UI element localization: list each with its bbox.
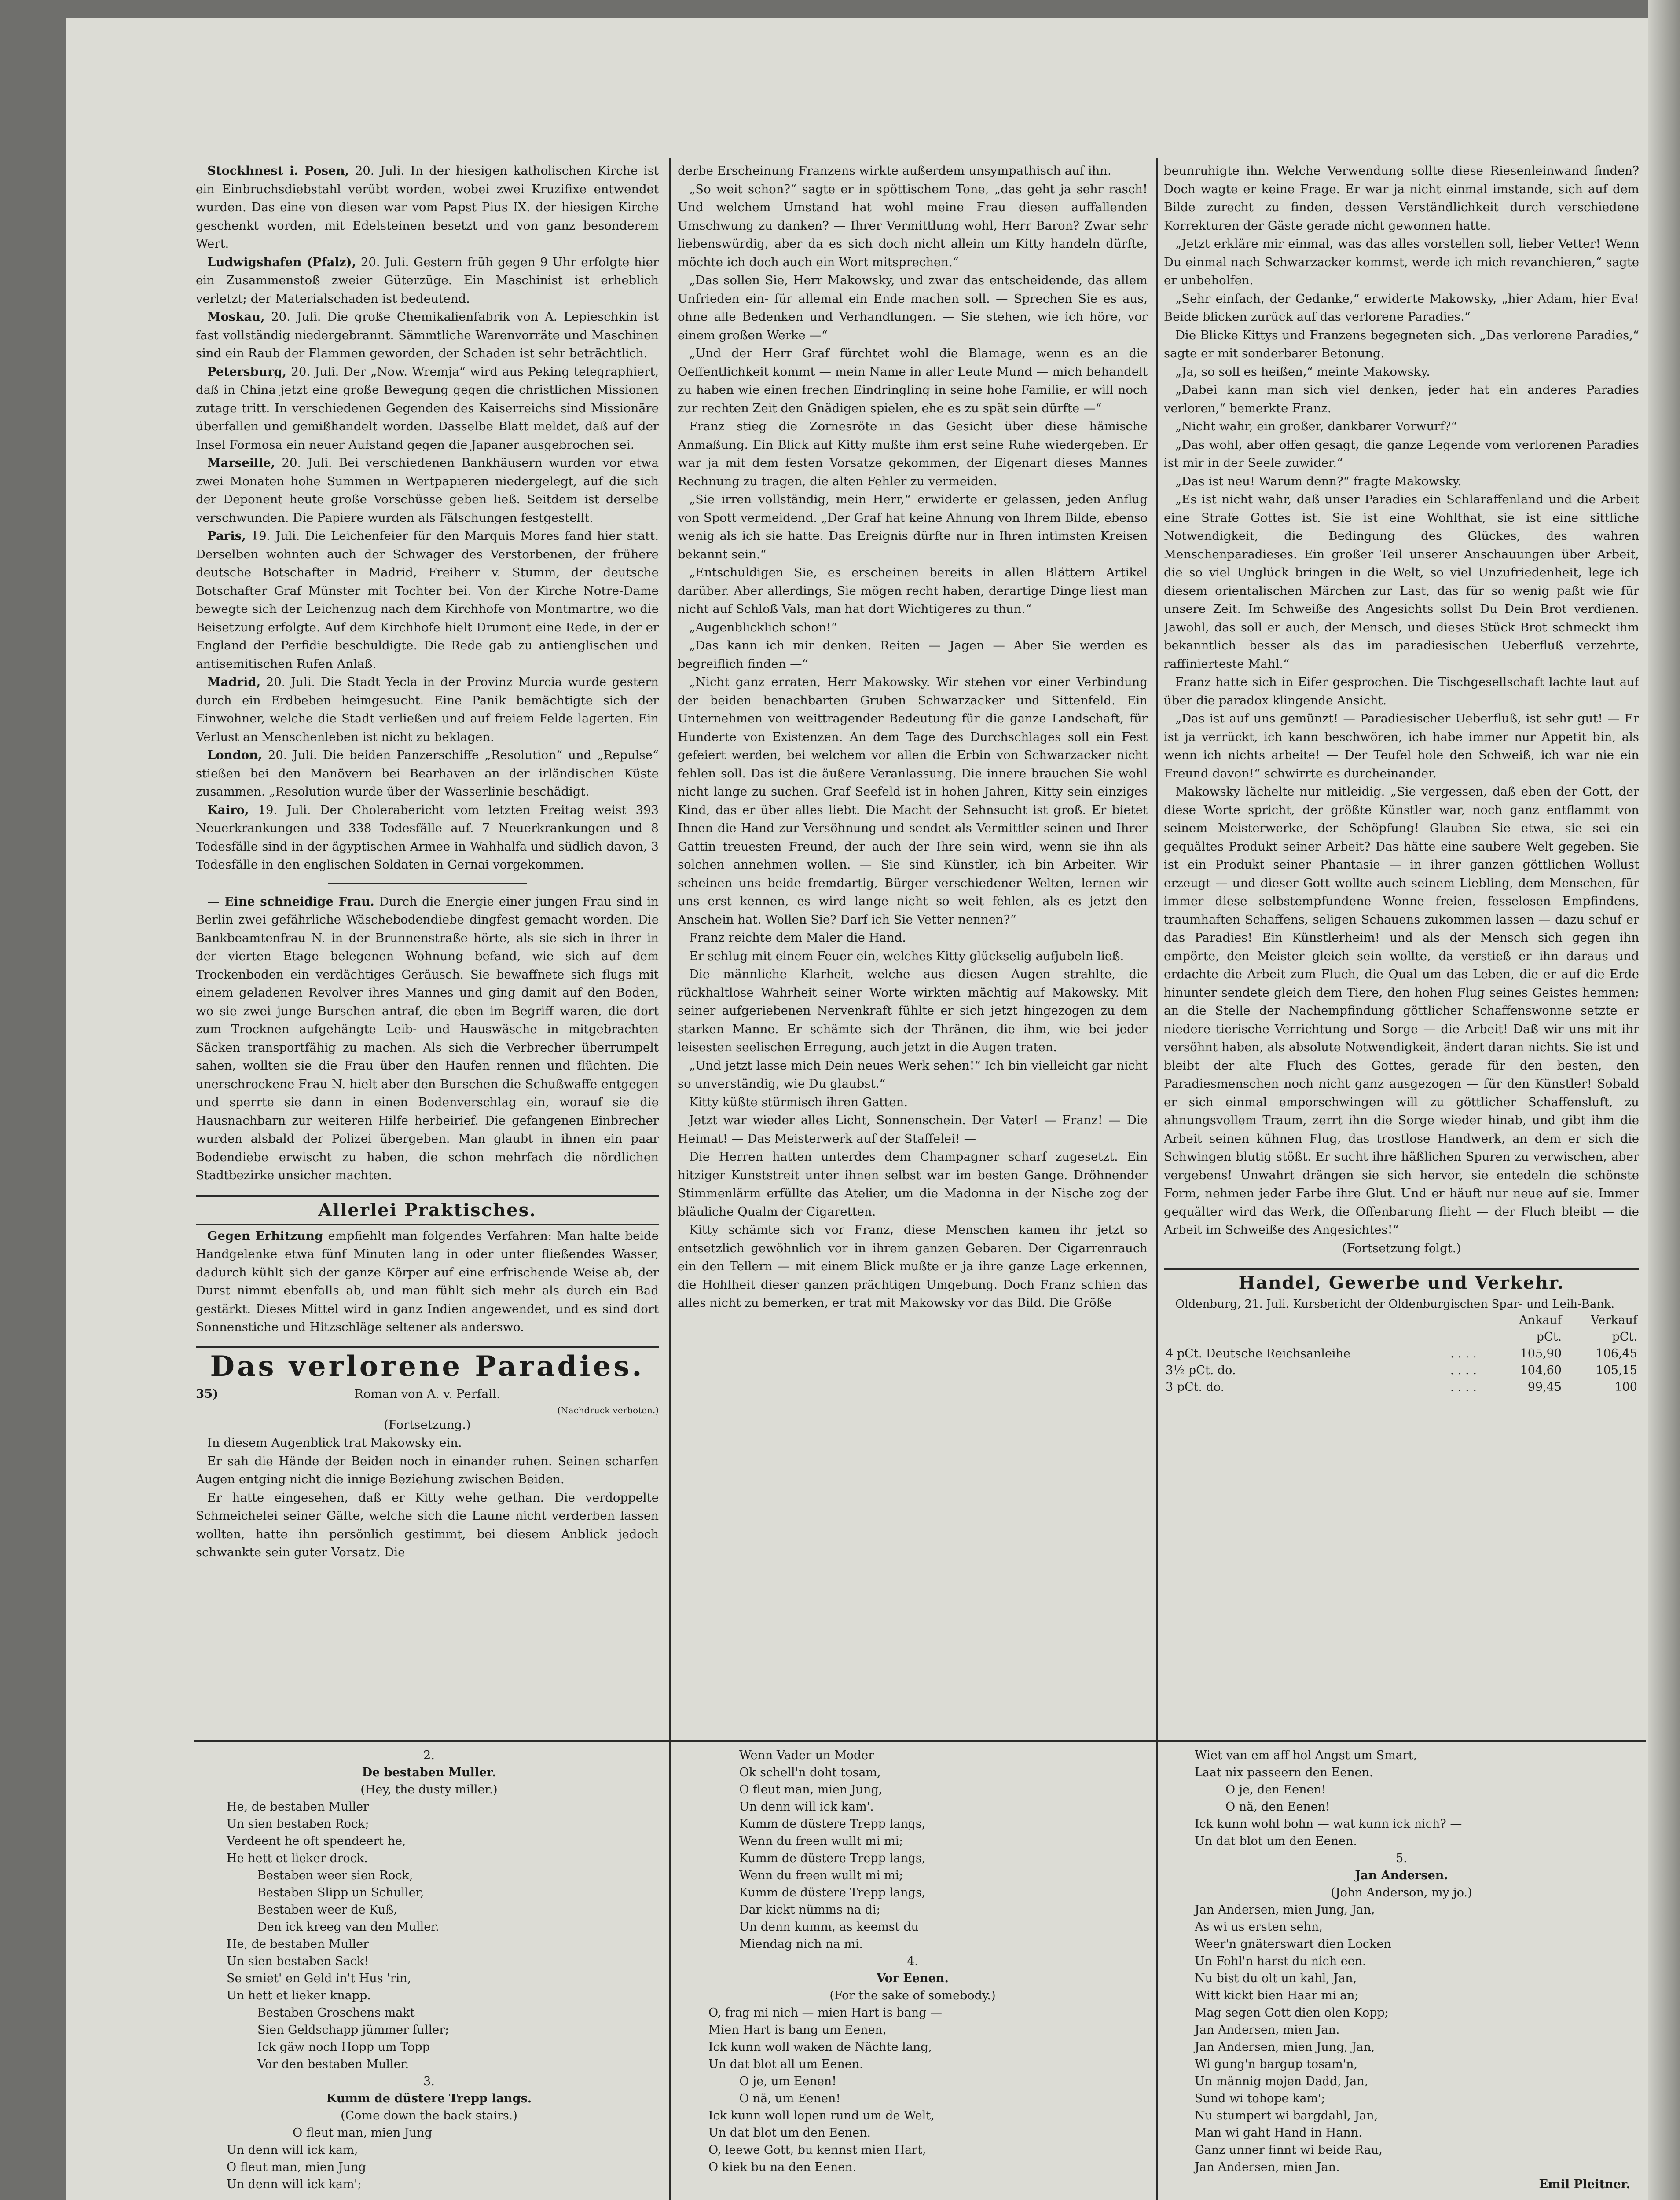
novel-rights: (Nachdruck verboten.)	[557, 1404, 659, 1415]
handel-title: Handel, Gewerbe und Verkehr.	[1238, 1272, 1565, 1293]
news-place: Paris,	[207, 529, 246, 543]
news-list	[196, 162, 659, 874]
novel-title: Das verlorene Paradies.	[210, 1349, 645, 1383]
poem-number: 3.	[423, 2075, 435, 2088]
poem-line: Nu stumpert wi bargdahl, Jan,	[1195, 2109, 1378, 2123]
novel-paragraph: Die männliche Klarheit, welche aus diesen Augen strahlte, die rückhaltlose Wahrheit seiner Worte wirkten mächtig auf Makowsky. Mit seiner aufgeriebenen Nervenkraft fühlte er sich jetzt hingezogen zu dem starken Manne. Er schämte sich der Thränen, die ihm, wie bei jeder leisesten seelischen Erregung, auch jetzt in die Augen traten.	[678, 967, 1148, 1054]
poem-line: O fleut man, mien Jung	[293, 2126, 432, 2140]
header-cell	[1449, 1312, 1494, 1329]
novel-paragraph: Er schlug mit einem Feuer ein, welches Kitty glückselig aufjubeln ließ.	[689, 949, 1124, 963]
news-text: 20. Juli. Bei verschiedenen Bankhäusern wurden vor etwa zwei Monaten hohe Summen in Wertpapieren niedergelegt, auf die sich der Deponent heute große Vorschüsse geben ließ. Seitdem ist derselbe verschwunden. Die Papiere wurden als Fälschungen festgestellt.	[196, 456, 659, 525]
novel-paragraph: „Das ist neu! Warum denn?“ fragte Makowsky.	[1175, 474, 1462, 488]
poem-title: Vor Eenen.	[877, 1972, 949, 1985]
table-header	[1164, 1312, 1639, 1329]
table-row	[1164, 1379, 1639, 1396]
novel-paragraph: In diesem Augenblick trat Makowsky ein.	[207, 1436, 462, 1450]
poem-line: Kumm de düstere Trepp langs,	[739, 1852, 926, 1865]
poem-line: Kumm de düstere Trepp langs,	[739, 1817, 926, 1831]
poem-line: Un männig mojen Dadd, Jan,	[1195, 2075, 1368, 2088]
poem-line: Nu bist du olt un kahl, Jan,	[1195, 1972, 1357, 1985]
news-text: 20. Juli. In der hiesigen katholischen Kirche ist ein Einbruchsdiebstahl verübt worden, wobei zwei Kruzifixe entwendet wurden. Das eine von diesen war vom Papst Pius IX. der hiesigen Kirche geschenkt worden, mit Edelsteinen besetzt und von ganz besonderem Wert.	[196, 164, 659, 251]
poem-line: Bestaben Slipp un Schuller,	[257, 1886, 424, 1899]
poem-line: Ok schell'n doht tosam,	[739, 1766, 881, 1779]
news-place: Stockhnest i. Posen,	[207, 164, 349, 178]
novel-paragraph: „Und der Herr Graf fürchtet wohl die Blamage, wenn es an die Oeffentlichkeit kommt — mein Name in aller Leute Mund — mich behandelt zu haben wie einen frechen Eindringling in seine hohe Familie, er will noch zur rechten Zeit den Gnädigen spielen, ehe es zu spät sein dürfte —“	[678, 346, 1148, 415]
poem-line: Sund wi tohope kam';	[1195, 2092, 1325, 2105]
novel-paragraph: „Das sollen Sie, Herr Makowsky, und zwar das entscheidende, das allem Unfrieden ein- für allemal ein Ende machen soll. — Sprechen Sie es aus, ohne alle Bedenken und Verhandlungen. — Sie stehen, wie ich höre, vor einem großen Werke —“	[678, 273, 1148, 342]
unit-cell: pCt.	[1612, 1330, 1637, 1344]
poem-line: Wi gung'n bargup tosam'n,	[1195, 2057, 1358, 2071]
poem-line: Jan Andersen, mien Jung, Jan,	[1195, 2040, 1375, 2054]
news-item	[196, 454, 659, 527]
poem-line: O nä, um Eenen!	[739, 2092, 841, 2105]
news-text: 20. Juli. Der „Now. Wremja“ wird aus Peking telegraphiert, daß in China jetzt eine große Bewegung gegen die christlichen Missionen zutage tritt. In verschiedenen Gegenden des Kaiserreichs sind Missionäre überfallen und gemißhandelt worden. Dasselbe Blatt meldet, daß auf der Insel Formosa ein neuer Aufstand gegen die Japaner ausgebrochen sei.	[196, 364, 659, 452]
novel-paragraph: „Ja, so soll es heißen,“ meinte Makowsky.	[1175, 364, 1431, 379]
poems-column-3	[1164, 1747, 1639, 2200]
poem-line: He hett et lieker drock.	[227, 1852, 368, 1865]
novel-paragraph: beunruhigte ihn. Welche Verwendung sollte diese Riesenleinwand finden? Doch wagte er keine Frage. Er war ja nicht einmal imstande, sich auf dem Bilde zurecht zu finden, dessen Verständlichkeit durch verschiedene Korrekturen der Gäste gerade nicht gewonnen hatte.	[1164, 164, 1639, 233]
poem-line: Kumm de düstere Trepp langs,	[739, 1886, 926, 1899]
poem-number: 2.	[423, 1749, 435, 1762]
row-buy: 104,60	[1520, 1364, 1562, 1377]
row-sell: 100	[1614, 1380, 1637, 1394]
poem-line: Un hett et lieker knapp.	[227, 1989, 371, 2002]
poem-line: Jan Andersen, mien Jan.	[1195, 2023, 1340, 2037]
allerlei-item	[196, 1227, 659, 1337]
row-dots: . . . .	[1450, 1364, 1477, 1377]
poem-title: Kumm de düstere Trepp langs.	[326, 2092, 532, 2105]
poem-line: Un dat blot all um Eenen.	[708, 2057, 863, 2071]
poem-line: O kiek bu na den Eenen.	[708, 2160, 857, 2174]
poem-line: Wiet van em aff hol Angst um Smart,	[1195, 1749, 1417, 1762]
novel-paragraph: „Es ist nicht wahr, daß unser Paradies ein Schlaraffenland und die Arbeit eine Strafe Gottes ist. Sie ist eine Wohlthat, sie ist eine sittliche Notwendigkeit, die Bedingung des Glückes, des wahren Menschenparadieses. Ein großer Teil unserer Anschauungen über Arbeit, die so viel Unglück bringen in die Welt, so viel Unzufriedenheit, lege ich diesem orientalischen Märchen zur Last, das für so wenig paßt wie für unsere Zeit. Im Schweiße des Angesichts sollst Du Dein Brot verdienen. Jawohl, das soll er auch, der Mensch, und dieses Stück Brot schmeckt ihm bekanntlich besser als das im paradiesischen Ueberfluß verzehrte, raffinierteste Mahl.“	[1164, 492, 1639, 671]
poem-line: Wenn du freen wullt mi mi;	[739, 1869, 903, 1882]
news-item	[196, 673, 659, 746]
novel-paragraph: „Das wohl, aber offen gesagt, die ganze Legende vom verlorenen Paradies ist mir in der Seele zuwider.“	[1164, 437, 1639, 470]
poem-line: Jan Andersen, mien Jung, Jan,	[1195, 1903, 1375, 1917]
header-sell: Verkauf	[1591, 1313, 1637, 1327]
poem-title: Jan Andersen.	[1355, 1869, 1448, 1882]
novel-paragraph: „Nicht wahr, ein großer, dankbarer Vorwurf?“	[1175, 419, 1457, 433]
novel-paragraph: „Und jetzt lasse mich Dein neues Werk sehen!“ Ich bin vielleicht gar nicht so unverständig, wie Du glaubst.“	[678, 1058, 1148, 1091]
feature-head: — Eine schneidige Frau.	[207, 894, 374, 909]
poem-line: Dar kickt nümms na di;	[739, 1903, 880, 1917]
section-rule	[196, 1341, 659, 1348]
exchange-table	[1164, 1312, 1639, 1396]
poem-line: He, de bestaben Muller	[227, 1800, 369, 1814]
novel-paragraph: Franz hatte sich in Eifer gesprochen. Die Tischgesellschaft lachte laut auf über die paradox klingende Ansicht.	[1164, 675, 1639, 708]
poem-line: Ick kunn woll waken de Nächte lang,	[708, 2040, 932, 2054]
scan-edge	[1648, 0, 1680, 2200]
poem-signature: Emil Pleitner.	[1539, 2178, 1630, 2191]
row-sell: 105,15	[1596, 1364, 1637, 1377]
poem-line: Bestaben weer sien Rock,	[257, 1869, 413, 1882]
poem-line: O, frag mi nich — mien Hart is bang —	[708, 2006, 942, 2020]
poem-line: Bestaben weer de Kuß,	[257, 1903, 397, 1917]
news-place: Petersburg,	[207, 364, 287, 379]
poem-title: De bestaben Muller.	[362, 1766, 496, 1779]
novel-author: Roman von A. v. Perfall.	[354, 1386, 500, 1401]
novel-paragraph: Franz stieg die Zornesröte in das Gesicht über diese hämische Anmaßung. Ein Blick auf Kitty mußte ihm erst seine Ruhe wiedergeben. Er war ja mit dem festen Vorsatze gekommen, der Eigenart dieses Mannes Rechnung zu tragen, die alten Fehler zu vermeiden.	[678, 419, 1148, 488]
header-cell	[1164, 1312, 1449, 1329]
poems-top-rule	[194, 1740, 1646, 1742]
poem-line: Jan Andersen, mien Jan.	[1195, 2160, 1340, 2174]
news-text: 19. Juli. Die Leichenfeier für den Marquis Mores fand hier statt. Derselben wohnten auch der Schwager des Verstorbenen, der frühere deutsche Botschafter in Madrid, Freiherr v. Stumm, der deutsche Botschafter Graf Münster mit Tochter bei. Von der Kirche Notre-Dame bewegte sich der Leichenzug nach dem Kirchhofe von Montmartre, wo die Beisetzung erfolgte. Auf dem Kirchhofe hielt Drumont eine Rede, in der er England der Perfidie beschuldigte. Die Rede gab zu antienglischen und antisemitischen Rufen Anlaß.	[196, 529, 659, 671]
poem-line: O, leewe Gott, bu kennst mien Hart,	[708, 2143, 926, 2157]
column-rule-1	[669, 158, 671, 1742]
novel-paragraph: Er hatte eingesehen, daß er Kitty wehe gethan. Die verdoppelte Schmeichelei seiner Gäfte, welche sich die Laune nicht verderben lassen wollten, hatte ihn persönlich gestimmt, bei diesem Anblick jedoch schwankte sein guter Vorsatz. Die	[196, 1490, 659, 1559]
poem-line: Un sien bestaben Rock;	[227, 1817, 369, 1831]
news-place: Marseille,	[207, 456, 275, 470]
row-buy: 105,90	[1520, 1347, 1562, 1360]
row-dots: . . . .	[1450, 1380, 1477, 1394]
poem-line: O fleut man, mien Jung	[227, 2160, 366, 2174]
novel-paragraph: Kitty schämte sich vor Franz, diese Menschen kamen ihr jetzt so entsetzlich gewöhnlich vor in ihrem ganzen Gebaren. Der Cigarrenrauch ein den Tellern — mit einem Blick mußte er ja ihre ganze Lage erkennen, die Hohlheit dieser ganzen prächtigen Umgebung. Doch Franz schien das alles nicht zu bemerken, er trat mit Makowsky vor das Bild. Die Größe	[678, 1223, 1148, 1310]
news-item	[196, 746, 659, 801]
poem-line: Laat nix passeern den Eenen.	[1195, 1766, 1373, 1779]
novel-byline	[196, 1385, 659, 1404]
column-3	[1164, 162, 1639, 1735]
novel-paragraph: „Jetzt erkläre mir einmal, was das alles vorstellen soll, lieber Vetter! Wenn Du einmal nach Schwarzacker kommst, werde ich mich revanchieren,“ sagte er unbeholfen.	[1164, 237, 1639, 287]
news-item	[196, 253, 659, 308]
novel-paragraph: „Das kann ich mir denken. Reiten — Jagen — Aber Sie werden es begreiflich finden —“	[678, 638, 1148, 671]
feature-frau	[196, 893, 659, 1185]
column-2	[678, 162, 1148, 1735]
news-item	[196, 308, 659, 363]
novel-paragraph: „Entschuldigen Sie, es erscheinen bereits in allen Blättern Artikel darüber. Aber allerdings, Sie mögen recht haben, derartige Dinge liest man nicht auf Schloß Vals, man hat dort Wichtigeres zu thun.“	[678, 565, 1148, 616]
poem-number: 5.	[1396, 1852, 1407, 1865]
row-label: 3½ pCt. do.	[1166, 1364, 1236, 1377]
poem-line: Se smiet' en Geld in't Hus 'rin,	[227, 1972, 411, 1985]
poem-line: Miendag nich na mi.	[739, 1937, 863, 1951]
column-rule-2	[1156, 158, 1158, 1742]
section-rule	[196, 1191, 659, 1197]
poem-line: Weer'n gnäterswart dien Locken	[1195, 1937, 1391, 1951]
news-text: 20. Juli. Die Stadt Yecla in der Provinz Murcia wurde gestern durch ein Erdbeben heimgesucht. Eine Panik bemächtigte sich der Einwohner, welche die Stadt verließen und auf freiem Felde lagerten. Ein Verlust an Menschenleben ist nicht zu beklagen.	[196, 675, 659, 744]
unit-cell	[1449, 1329, 1494, 1346]
novel-paragraph: „Nicht ganz erraten, Herr Makowsky. Wir stehen vor einer Verbindung der beiden benachbarten Gruben Schwarzacker und Sittenfeld. Ein Unternehmen von weittragender Bedeutung für die ganze Landschaft, für Hunderte von Existenzen. An dem Tage des Durchschlages soll ein Fest gefeiert werden, bei welchem vor allen die Erbin von Schwarzacker nicht fehlen soll. Das ist die äußere Veranlassung. Die innere brauchen Sie wohl nicht lange zu suchen. Graf Seefeld ist in hohen Jahren, Kitty sein einziges Kind, das er über alles liebt. Die Macht der Sehnsucht ist groß. Er bietet Ihnen die Hand zur Versöhnung und sendet als Vermittler seinen und Ihrer Gattin treuesten Freund, der auch der Ihre sein wird, wenn sie ihn als solchen annehmen wollen. — Sie sind Künstler, ich bin Arbeiter. Wir scheinen uns beide fremdartig, Bürger verschiedener Welten, lernen wir uns erst kennen, es wird lange nicht so weit fehlen, als es jetzt den Anschein hat. Wollen Sie? Darf ich Sie Vetter nennen?“	[678, 675, 1148, 927]
poem-line: Un dat blot um den Eenen.	[708, 2126, 871, 2140]
poem-line: Ick kunn wohl bohn — wat kunn ick nich? —	[1195, 1817, 1462, 1831]
poems-column-2	[678, 1747, 1148, 2200]
novel-paragraph: Franz reichte dem Maler die Hand.	[689, 931, 906, 945]
poems-rule-2	[1156, 1740, 1158, 2200]
novel-paragraph: derbe Erscheinung Franzens wirkte außerdem unsympathisch auf ihn.	[678, 164, 1111, 178]
novel-paragraph: „So weit schon?“ sagte er in spöttischem Tone, „das geht ja sehr rasch! Und welchem Umstand hat wohl meine Frau diesen auffallenden Umschwung zu danken? — Ihrer Vermittlung wohl, Herr Baron? Zwar sehr liebenswürdig, aber da es sich doch nicht allein um Kitty handeln dürfte, möchte ich doch auch ein Wort mitsprechen.“	[678, 182, 1148, 269]
news-place: Ludwigshafen (Pfalz),	[207, 255, 356, 269]
poem-line: Witt kickt bien Haar mi an;	[1195, 1989, 1359, 2002]
row-buy: 99,45	[1527, 1380, 1562, 1394]
news-place: Madrid,	[207, 675, 261, 689]
poem-line: Wenn Vader un Moder	[739, 1749, 874, 1762]
novel-continuation: (Fortsetzung.)	[384, 1417, 471, 1432]
poem-line: O nä, den Eenen!	[1225, 1800, 1330, 1814]
poem-line: Un denn kumm, as keemst du	[739, 1920, 919, 1934]
poems-column-1	[196, 1747, 662, 2200]
table-units	[1164, 1329, 1639, 1346]
poem-line: Wenn du freen wullt mi mi;	[739, 1834, 903, 1848]
poem-line: Verdeent he oft spendeert he,	[227, 1834, 406, 1848]
poem-line: Un denn will ick kam'.	[739, 1800, 874, 1814]
novel-paragraph: Er sah die Hände der Beiden noch in einander ruhen. Seinen scharfen Augen entging nicht die innige Beziehung zwischen Beiden.	[196, 1454, 659, 1486]
news-item	[196, 363, 659, 455]
novel-number: 35)	[196, 1386, 219, 1401]
poem-line: Vor den bestaben Muller.	[257, 2057, 409, 2071]
poem-line: O fleut man, mien Jung,	[739, 1783, 883, 1797]
novel-paragraph: „Sie irren vollständig, mein Herr,“ erwiderte er gelassen, jeden Anflug von Spott vermeidend. „Der Graf hat keine Ahnung von Ihrem Bilde, ebenso wenig als ich sie hatte. Das Ereignis dürfte nur in Ihren intimsten Kreisen bekannt sein.“	[678, 492, 1148, 561]
poem-line: Ick gäw noch Hopp um Topp	[257, 2040, 430, 2054]
poem-line: Man wi gaht Hand in Hann.	[1195, 2126, 1362, 2140]
header-buy: Ankauf	[1519, 1313, 1562, 1327]
table-row	[1164, 1346, 1639, 1362]
unit-cell	[1164, 1329, 1449, 1346]
unit-cell: pCt.	[1536, 1330, 1562, 1344]
news-place: Moskau,	[207, 310, 265, 324]
novel-paragraph: Die Blicke Kittys und Franzens begegneten sich. „Das verlorene Paradies,“ sagte er mit sonderbarer Betonung.	[1164, 328, 1639, 360]
poem-line: O je, um Eenen!	[739, 2075, 837, 2088]
table-row	[1164, 1362, 1639, 1379]
poem-line: Ick kunn woll lopen rund um de Welt,	[708, 2109, 935, 2123]
novel-paragraph: Die Herren hatten unterdes dem Champagner scharf zugesetzt. Ein hitziger Kunststreit unter ihnen selbst war im besten Gange. Dröhnender Stimmenlärm erfüllte das Atelier, um die Madonna in der Nische zog der bläuliche Qualm der Cigaretten.	[678, 1150, 1148, 1219]
poem-line: Ganz unner finnt wi beide Rau,	[1195, 2143, 1383, 2157]
news-item	[196, 162, 659, 253]
poem-subtitle: (John Anderson, my jo.)	[1331, 1886, 1472, 1899]
poem-line: Un sien bestaben Sack!	[227, 1954, 369, 1968]
poem-line: Bestaben Groschens makt	[257, 2006, 415, 2020]
poem-line: Un Fohl'n harst du nich een.	[1195, 1954, 1366, 1968]
allerlei-head: Gegen Erhitzung	[207, 1228, 323, 1243]
news-place: Kairo,	[207, 803, 249, 817]
poem-line: Mien Hart is bang um Eenen,	[708, 2023, 887, 2037]
feature-text: Durch die Energie einer jungen Frau sind in Berlin zwei gefährliche Wäschebodendiebe dingfest gemacht worden. Die Bankbeamtenfrau N. in der Brunnenstraße hörte, als sie sich in ihrer in der vierten Etage belegenen Wohnung befand, wie sich auf dem Trockenboden ein verdächtiges Geräusch. Sie bewaffnete sich flugs mit einem geladenen Revolver ihres Mannes und ging damit auf den Boden, wo sie zwei junge Burschen antraf, die eben im Begriff waren, die dort zum Trocknen aufgehängte Leib- und Hauswäsche in mitgebrachten Säcken transportfähig zu machen. Als sich die Verbrecher überrumpelt sahen, wollten sie die Frau über den Haufen rennen und flüchten. Die unerschrockene Frau N. hielt aber den Burschen die Schußwaffe entgegen und sperrte sie dann in einen Bodenverschlag ein, worauf sie die Hausnachbarn zur weiteren Hilfe herbeirief. Die gefangenen Einbrecher wurden alsbald der Polizei übergeben. Man glaubt in ihnen ein paar Bodendiebe erwischt zu haben, die schon mehrfach die nördlichen Stadtbezirke unsicher machten.	[196, 894, 659, 1182]
poem-line: As wi us ersten sehn,	[1195, 1920, 1323, 1934]
novel-paragraph: „Das ist auf uns gemünzt! — Paradiesischer Ueberfluß, ist sehr gut! — Er ist ja verrückt, ich kann beschwören, ich habe immer nur Appetit bin, als wenn ich nichts arbeite! — Der Teufel hole den Schweiß, ich war nie ein Freund davon!“ schwirrte es durcheinander.	[1164, 711, 1639, 781]
poem-line: Un denn will ick kam';	[227, 2178, 362, 2191]
novel-paragraph: Kitty küßte stürmisch ihren Gatten.	[689, 1095, 908, 1109]
novel-paragraph: „Augenblicklich schon!“	[689, 620, 837, 634]
poem-number: 4.	[907, 1954, 918, 1968]
handel-intro: Oldenburg, 21. Juli. Kursbericht der Oldenburgischen Spar- und Leih-Bank.	[1175, 1298, 1615, 1311]
poem-line: Un dat blot um den Eenen.	[1195, 1834, 1357, 1848]
row-dots: . . . .	[1450, 1347, 1477, 1360]
news-text: 19. Juli. Der Cholerabericht vom letzten Freitag weist 393 Neuerkrankungen und 338 Todesfälle auf. 7 Neuerkrankungen und 8 Todesfälle sind in der ägyptischen Armee in Wahhalfa und südlich davon, 3 Todesfälle in den englischen Soldaten in Gernai vorgekommen.	[196, 803, 659, 872]
poem-line: He, de bestaben Muller	[227, 1937, 369, 1951]
novel-paragraph: Makowsky lächelte nur mitleidig. „Sie vergessen, daß eben der Gott, der diese Worte spricht, der größte Künstler war, noch ganz entflammt von seinem Meisterwerke, der Schöpfung! Glauben Sie etwa, sie sei ein gequältes Produkt seiner Arbeit? Das hätte eine saubere Welt gegeben. Sie ist ein Produkt seiner Phantasie — in ihrer ganzen göttlichen Wollust erzeugt — und dieser Gott wollte auch seinem Liebling, dem Menschen, für immer diese selbstempfundene Wonne freien, fesselosen Empfindens, traumhaften Schaffens, seligen Schauens zukommen lassen — dazu schuf er das Paradies! Ein Künstlerheim! und als der Mensch sich gegen ihn empörte, den Meister gleich sein wollte, da verstieß er ihn daraus und erdachte die Arbeit zum Fluch, die Qual um das Leben, die er auf die Erde hinunter sendete gleich dem Tiere, den hohen Flug seines Geistes hemmen; an die Stelle der Nachempfindung göttlicher Schaffenswonne setzte er niedere tierische Verrichtung und Sorge — die Arbeit! Daß wir uns mit ihr versöhnt haben, als absolute Notwendigkeit, ändert daran nichts. Sie ist und bleibt der alte Fluch des Gottes, gerade für den besten, den Paradiesmenschen noch nicht ganz ausgezogen — für den Künstler! Sobald er sich einmal emporschwingen will zu göttlicher Schaffensluft, zu ahnungsvollem Traum, zerrt ihn die Sorge wieder hinab, und gibt ihm die Arbeit seinen kühnen Flug, das trostlose Handwerk, an dem er sich die Schwingen blutig stößt. Er sucht ihre häßlichen Spuren zu verwischen, aber vergebens! Unwahrt drängen sie sich hervor, sie entedeln die schönste Form, nehmen jeder Farbe ihre Glut. Und er häuft nur neue auf sie. Immer gequälter wird das Werk, die Offenbarung flieht — der Fluch bleibt — die Arbeit im Schweiße des Angesichtes!“	[1164, 785, 1639, 1237]
poem-line: Sien Geldschapp jümmer fuller;	[257, 2023, 449, 2037]
news-place: London,	[207, 748, 262, 762]
poem-subtitle: (For the sake of somebody.)	[829, 1989, 996, 2002]
poem-line: O je, den Eenen!	[1225, 1783, 1326, 1797]
news-item	[196, 801, 659, 874]
poem-line: Un denn will ick kam,	[227, 2143, 358, 2157]
novel-continued: (Fortsetzung folgt.)	[1342, 1241, 1461, 1255]
poems-rule-1	[669, 1740, 671, 2200]
poem-subtitle: (Come down the back stairs.)	[341, 2109, 517, 2123]
poem-line: Den ick kreeg van den Muller.	[257, 1920, 439, 1934]
news-text: 20. Juli. Die große Chemikalienfabrik von A. Lepieschkin ist fast vollständig niedergebrannt. Sämmtliche Warenvorräte und Maschinen sind ein Raub der Flammen geworden, der Schaden ist sehr beträchtlich.	[196, 310, 659, 360]
news-text: 20. Juli. Die beiden Panzerschiffe „Resolution“ und „Repulse“ stießen bei den Manövern bei Bearhaven an der irländischen Küste zusammen. „Resolution wurde über der Wasserlinie beschädigt.	[196, 748, 659, 799]
column-1	[196, 162, 659, 1735]
novel-paragraph: „Dabei kann man sich viel denken, jeder hat ein anderes Paradies verloren,“ bemerkte Franz.	[1164, 383, 1639, 415]
news-item	[196, 527, 659, 673]
allerlei-title: Allerlei Praktisches.	[318, 1199, 537, 1221]
poem-subtitle: (Hey, the dusty miller.)	[360, 1783, 498, 1797]
divider	[196, 1224, 659, 1225]
row-label: 4 pCt. Deutsche Reichsanleihe	[1166, 1347, 1350, 1360]
novel-paragraph: „Sehr einfach, der Gedanke,“ erwiderte Makowsky, „hier Adam, hier Eva! Beide blicken zurück auf das verlorene Paradies.“	[1164, 291, 1639, 324]
news-text: 20. Juli. Gestern früh gegen 9 Uhr erfolgte hier ein Zusammenstoß zweier Güterzüge. Ein Maschinist ist erheblich verletzt; der Materialschaden ist bedeutend.	[196, 255, 659, 306]
divider	[328, 874, 527, 884]
poem-line: Mag segen Gott dien olen Kopp;	[1195, 2006, 1389, 2020]
section-rule	[1164, 1262, 1639, 1270]
row-label: 3 pCt. do.	[1166, 1380, 1225, 1394]
allerlei-text: empfiehlt man folgendes Verfahren: Man halte beide Handgelenke etwa fünf Minuten lang in oder unter fließendes Wasser, dadurch kühlt sich der ganze Körper auf eine erfrischende Weise ab, der Durst nimmt ebenfalls ab, und man fühlt sich mehr als durch ein Bad gestärkt. Dieses Mittel wird in ganz Indien angewendet, und es sind dort Sonnenstiche und Hitzschläge seltener als anderswo.	[196, 1228, 659, 1334]
row-sell: 106,45	[1596, 1347, 1637, 1360]
novel-paragraph: Jetzt war wieder alles Licht, Sonnenschein. Der Vater! — Franz! — Die Heimat! — Das Meisterwerk auf der Staffelei! —	[678, 1113, 1148, 1146]
